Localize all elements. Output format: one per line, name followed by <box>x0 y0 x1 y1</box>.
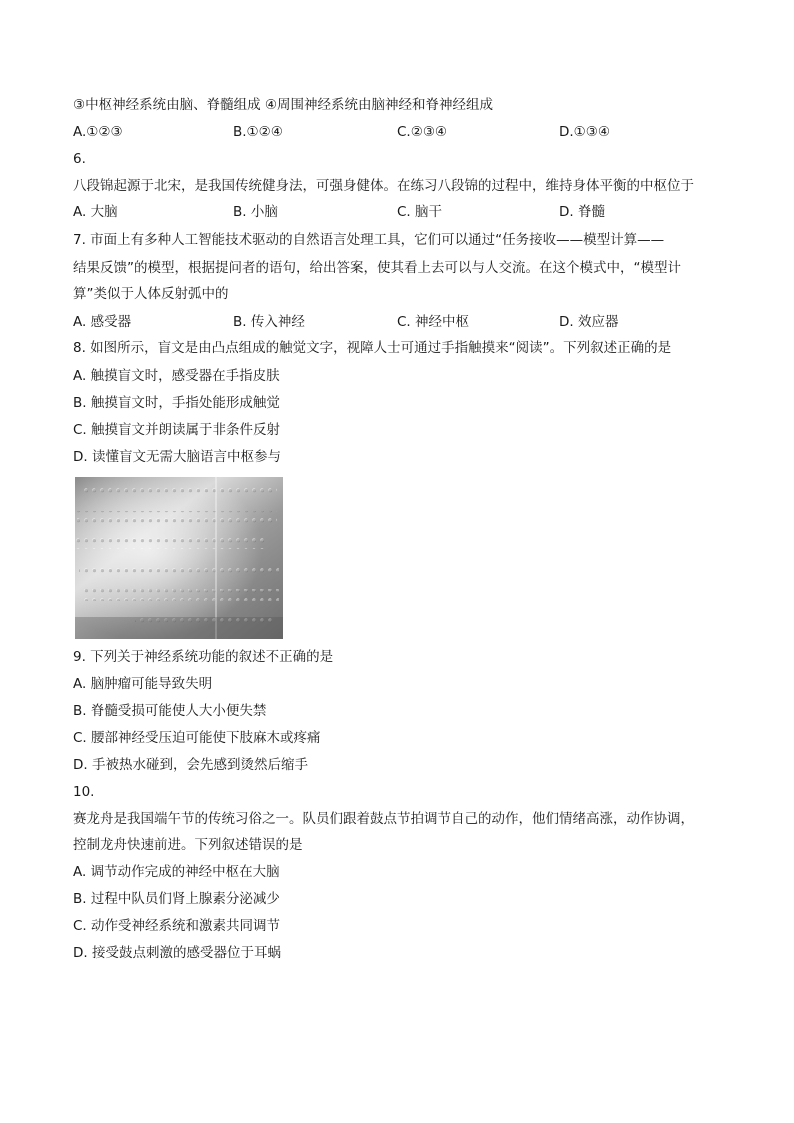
q9-stem: 9. 下列关于神经系统功能的叙述不正确的是 <box>73 649 334 665</box>
q9-option-b: B. 脊髓受损可能使人大小便失禁 <box>73 703 267 719</box>
q10-number: 10. <box>73 784 95 800</box>
q9-option-d: D. 手被热水碰到，会先感到烫然后缩手 <box>73 757 308 773</box>
q6-options <box>73 203 723 221</box>
q6-option-d: D. 脊髓 <box>559 204 605 220</box>
q6-number: 6. <box>73 151 86 167</box>
q5-option-b: B.①②④ <box>233 124 283 140</box>
q6-option-b: B. 小脑 <box>233 204 278 220</box>
q10-stem-line-2: 控制龙舟快速前进。下列叙述错误的是 <box>73 837 303 853</box>
q7-option-a: A. 感受器 <box>73 314 132 330</box>
q8-option-d: D. 读懂盲文无需大脑语言中枢参与 <box>73 449 281 465</box>
q7-option-c: C. 神经中枢 <box>397 314 470 330</box>
q10-stem-line-1: 赛龙舟是我国端午节的传统习俗之一。队员们跟着鼓点节拍调节自己的动作，他们情绪高涨，动作协调， <box>73 811 694 827</box>
q6-option-c: C. 脑干 <box>397 204 443 220</box>
q10-option-a: A. 调节动作完成的神经中枢在大脑 <box>73 864 280 880</box>
q7-stem-line-2: 结果反馈”的模型，根据提问者的语句，给出答案，使其看上去可以与人交流。在这个模式中，“模型计 <box>73 260 681 276</box>
q7-stem-line-1: 7. 市面上有多种人工智能技术驱动的自然语言处理工具，它们可以通过“任务接收——模型计算—— <box>73 232 665 248</box>
q9-option-c: C. 腰部神经受压迫可能使下肢麻木或疼痛 <box>73 730 321 746</box>
q8-option-c: C. 触摸盲文并朗读属于非条件反射 <box>73 422 281 438</box>
q7-option-b: B. 传入神经 <box>233 314 305 330</box>
q6-option-a: A. 大脑 <box>73 204 118 220</box>
q10-option-d: D. 接受鼓点刺激的感受器位于耳蜗 <box>73 945 281 961</box>
q5-option-a: A.①②③ <box>73 124 123 140</box>
q6-stem: 八段锦起源于北宋，是我国传统健身法，可强身健体。在练习八段锦的过程中，维持身体平衡的中枢位于 <box>73 178 694 194</box>
q8-option-a: A. 触摸盲文时，感受器在手指皮肤 <box>73 368 280 384</box>
q8-stem: 8. 如图所示，盲文是由凸点组成的触觉文字，视障人士可通过手指触摸来“阅读”。下列叙述正确的是 <box>73 340 672 356</box>
q5-option-d: D.①③④ <box>559 124 610 140</box>
q7-stem-line-3: 算”类似于人体反射弧中的 <box>73 286 229 302</box>
q5-option-c: C.②③④ <box>397 124 448 140</box>
q10-option-b: B. 过程中队员们肾上腺素分泌减少 <box>73 891 280 907</box>
q7-options <box>73 313 723 331</box>
q9-option-a: A. 脑肿瘤可能导致失明 <box>73 676 213 692</box>
q5-stem-tail: ③中枢神经系统由脑、脊髓组成 ④周围神经系统由脑神经和脊神经组成 <box>73 97 493 113</box>
q5-options <box>73 123 723 141</box>
braille-photo <box>75 477 283 639</box>
q10-option-c: C. 动作受神经系统和激素共同调节 <box>73 918 281 934</box>
q7-option-d: D. 效应器 <box>559 314 619 330</box>
q8-option-b: B. 触摸盲文时，手指处能形成触觉 <box>73 395 280 411</box>
